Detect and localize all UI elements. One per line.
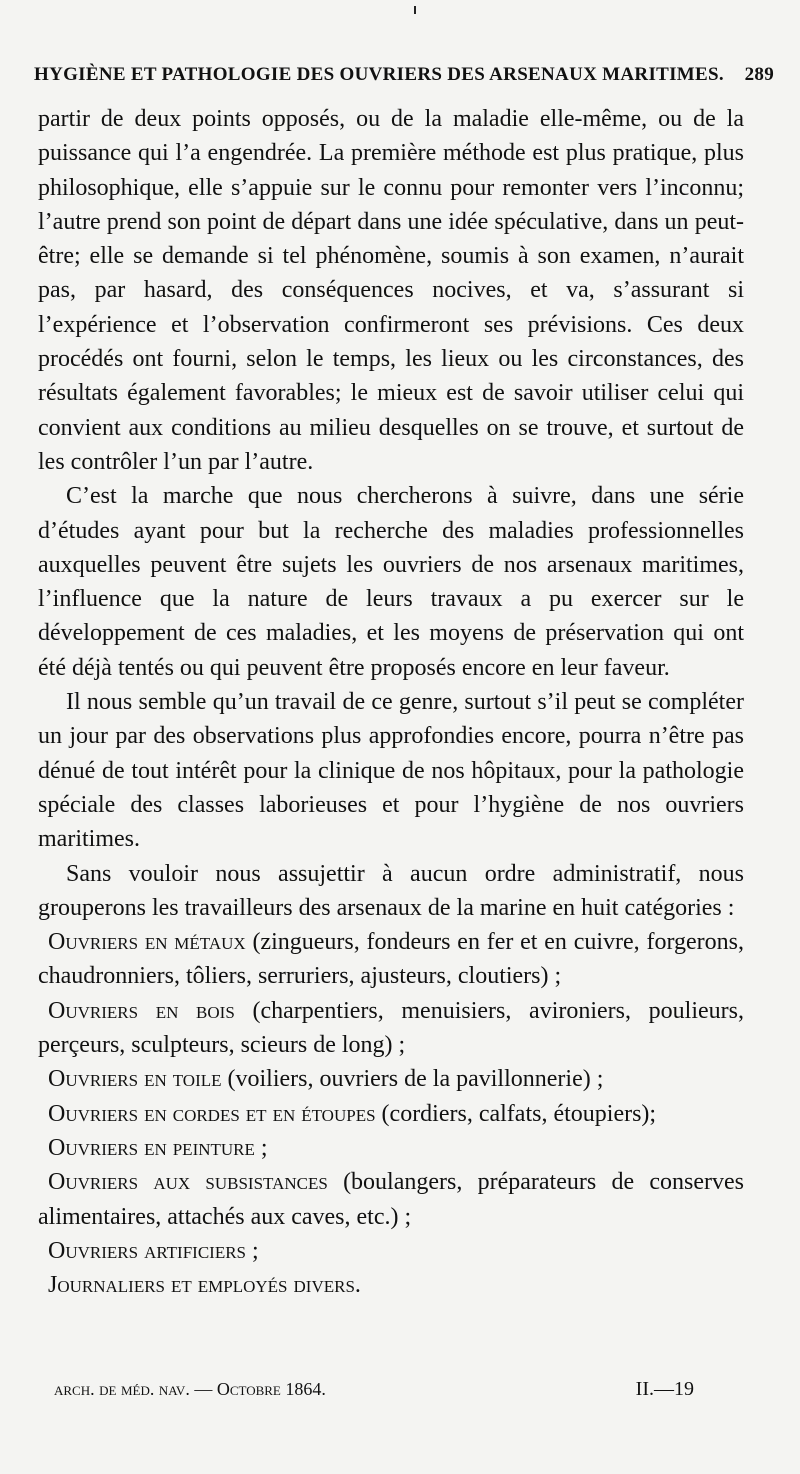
- category-item: [38, 1131, 744, 1165]
- paragraph-3: Il nous semble qu’un travail de ce genre, surtout s’il peut se compléter un jour par des observations plus approfondies encore, pourra n’être pas dénué de tout intérêt pour la clinique de nos hôpitaux, pour la pathologie spéciale des classes laborieuses et pour l’hygiène de nos ouvriers maritimes.: [38, 689, 744, 853]
- paragraph-4: Sans vouloir nous assujettir à aucun ordre administratif, nous grouperons les travailleurs des arsenaux de la marine en huit catégories :: [38, 860, 744, 921]
- header-title: HYGIÈNE ET PATHOLOGIE DES OUVRIERS DES ARSENAUX MARITIMES.: [34, 64, 724, 85]
- category-item: [38, 1234, 744, 1268]
- category-item: [38, 925, 744, 994]
- print-mark: [414, 6, 416, 14]
- paragraph-1: partir de deux points opposés, ou de la maladie elle-même, ou de la puissance qui l’a engendrée. La première méthode est plus pratique, plus philosophique, elle s’appuie sur le connu pour remonter vers l’inconnu; l’autre prend son point de départ dans une idée spéculative, dans un peut-être; elle se demande si tel phénomène, soumis à son examen, n’aurait pas, par hasard, des conséquences nocives, et va, s’assurant si l’expérience et l’observation confirmeront ses prévisions. Ces deux procédés ont fourni, selon le temps, les lieux ou les circonstances, des résultats également favorables; le mieux est de savoir utiliser celui qui convient aux conditions au milieu desquelles on se trouve, et surtout de les contrôler l’un par l’autre.: [38, 106, 744, 475]
- category-label: Ouvriers en bois: [48, 997, 235, 1024]
- category-label: Ouvriers en toile: [48, 1066, 222, 1093]
- paragraph-2: C’est la marche que nous chercherons à suivre, dans une série d’études ayant pour but la recherche des maladies professionnelles auxquelles peuvent être sujets les ouvriers de nos arsenaux maritimes, l’influence que la nature de leurs travaux a pu exercer sur le développement de ces maladies, et les moyens de préservation qui ont été déjà tentés ou qui peuvent être proposés encore en leur faveur.: [38, 483, 744, 681]
- category-label: Ouvriers en peinture: [48, 1134, 255, 1161]
- category-label: Ouvriers artificiers: [48, 1237, 246, 1264]
- category-label: Ouvriers en métaux: [48, 929, 246, 956]
- category-detail: (boulangers, préparateurs de conserves alimentaires, attachés aux caves, etc.) ;: [38, 1169, 745, 1230]
- category-label: Ouvriers en cordes et en étoupes: [48, 1100, 376, 1127]
- footer-citation: arch. de méd. nav. — Octobre 1864.: [54, 1379, 326, 1399]
- category-item: [38, 994, 744, 1063]
- category-item: [38, 1165, 744, 1234]
- category-item: [38, 1097, 744, 1131]
- category-label: Journaliers et employés divers: [48, 1272, 355, 1299]
- category-detail: (zingueurs, fondeurs en fer et en cuivre, forgerons, chaudronniers, tôliers, serruriers, ajusteurs, cloutiers) ;: [38, 929, 744, 990]
- category-detail: (charpentiers, menuisiers, avironiers, poulieurs, perçeurs, sculpteurs, scieurs de long) ;: [38, 997, 744, 1059]
- running-header: [34, 64, 774, 86]
- page-footer: [54, 1378, 694, 1401]
- category-detail: ;: [246, 1237, 259, 1264]
- signature-mark: II.—19: [635, 1378, 694, 1400]
- category-detail: (cordiers, calfats, étoupiers);: [375, 1100, 657, 1127]
- category-detail: (voiliers, ouvriers de la pavillonnerie) ;: [221, 1066, 604, 1093]
- category-item: [38, 1268, 744, 1302]
- category-label: Ouvriers aux subsistances: [48, 1169, 328, 1196]
- page-number: 289: [744, 64, 774, 85]
- body-text: [38, 102, 744, 1302]
- category-detail: .: [354, 1272, 361, 1299]
- category-item: [38, 1062, 744, 1096]
- category-detail: ;: [254, 1134, 268, 1161]
